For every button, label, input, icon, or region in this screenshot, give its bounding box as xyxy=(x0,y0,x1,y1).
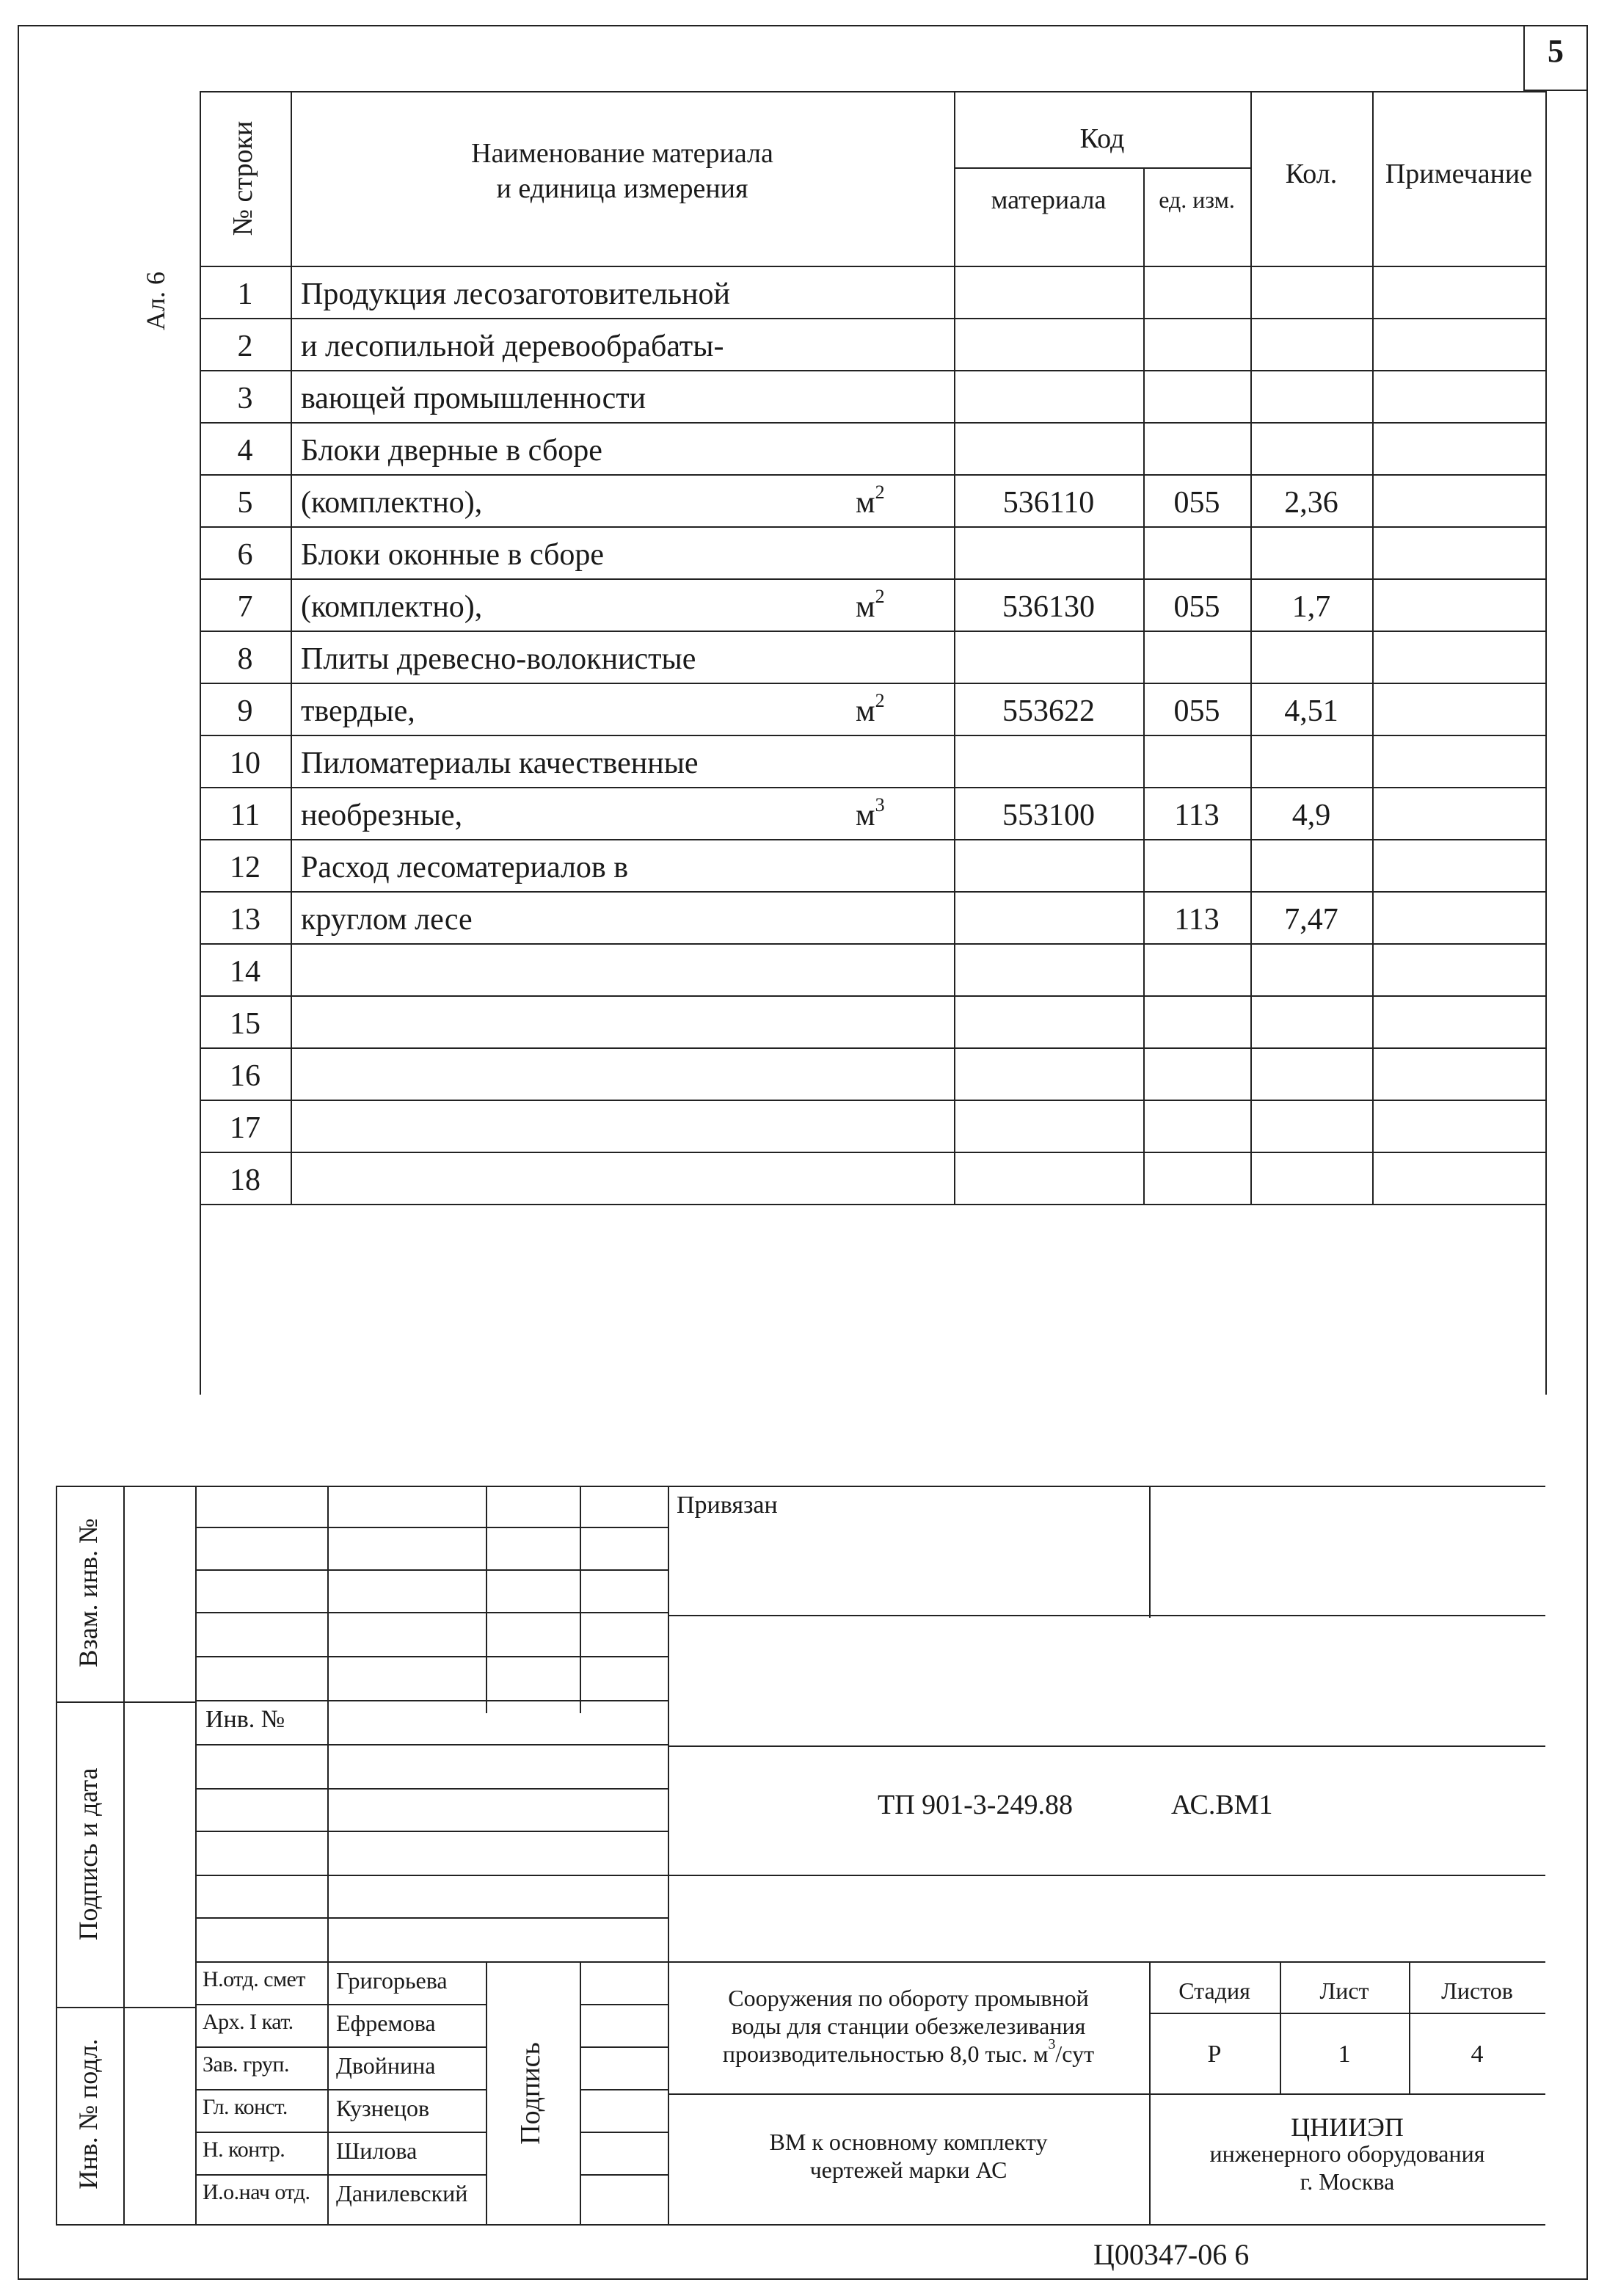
material-name: Пиломатериалы качественные xyxy=(301,746,699,780)
unit-code: 055 xyxy=(1173,590,1220,624)
quantity: 4,9 xyxy=(1291,799,1331,832)
h-rule xyxy=(195,1917,668,1919)
h-rule xyxy=(195,1656,668,1657)
signature-name: Ефремова xyxy=(336,2010,436,2036)
object-title-exponent: 3 xyxy=(1048,2036,1056,2052)
header-bottom-rule xyxy=(200,266,1545,267)
row-rule xyxy=(200,839,1545,840)
row-number: 8 xyxy=(237,642,253,676)
doc-title-line: чертежей марки АС xyxy=(809,2157,1007,2183)
h-rule xyxy=(195,1831,668,1832)
stamp-top-rule xyxy=(56,1486,1545,1487)
v-rule xyxy=(327,1486,329,2226)
signature-role: И.о.нач отд. xyxy=(203,2180,310,2204)
row-number: 10 xyxy=(230,746,260,780)
row-rule xyxy=(200,422,1545,424)
material-name: (комплектно), xyxy=(301,590,483,624)
organization-line: инженерного оборудования xyxy=(1209,2140,1485,2167)
row-number: 16 xyxy=(230,1059,260,1093)
row-rule xyxy=(200,370,1545,371)
unit-code: 113 xyxy=(1174,903,1220,937)
signature-role: Н.отд. смет xyxy=(203,1967,305,1991)
row-rule xyxy=(200,578,1545,580)
unit-exponent: 2 xyxy=(875,586,885,607)
row-rule xyxy=(200,318,1545,319)
stage-label: Стадия xyxy=(1178,1977,1250,2004)
v-rule xyxy=(486,1961,487,2226)
header-row-no-label: № строки xyxy=(227,120,258,236)
page-number: 5 xyxy=(1548,33,1564,69)
h-rule xyxy=(668,1961,1545,1963)
unit-of-measure xyxy=(856,690,885,728)
h-rule xyxy=(580,2089,668,2090)
code-subheader-rule xyxy=(954,167,1250,169)
h-rule xyxy=(195,1744,668,1745)
h-rule xyxy=(195,1700,668,1701)
signature-role: Н. контр. xyxy=(203,2137,285,2162)
material-name: Продукция лесозаготовительной xyxy=(301,277,730,311)
material-code: 536110 xyxy=(1002,486,1095,520)
unit-exponent: 2 xyxy=(875,690,885,711)
header-name-line1: Наименование материала xyxy=(471,138,773,169)
document-code: ТП 901-3-249.88 xyxy=(878,1790,1073,1820)
header-code-material: материала xyxy=(991,185,1107,214)
material-name: твердые, xyxy=(301,694,415,728)
header-code-unit: ед. изм. xyxy=(1159,186,1235,213)
v-rule xyxy=(954,91,955,1204)
unit-of-measure xyxy=(856,794,885,832)
v-rule xyxy=(486,1486,487,1713)
h-rule xyxy=(580,2004,668,2005)
stamp-outer-left xyxy=(56,1486,57,2226)
header-row-no xyxy=(200,91,291,266)
object-title-line2: воды для станции обезжелезивания xyxy=(731,2013,1086,2039)
material-name: Блоки дверные в сборе xyxy=(301,434,602,468)
unit-base: м xyxy=(856,486,875,520)
unit-code: 055 xyxy=(1173,486,1220,520)
row-number: 5 xyxy=(237,486,253,520)
row-number: 3 xyxy=(237,382,253,415)
quantity: 4,51 xyxy=(1284,694,1338,728)
header-code: Код xyxy=(1079,123,1125,154)
h-rule xyxy=(580,2132,668,2133)
material-name: Расход лесоматериалов в xyxy=(301,851,629,884)
row-rule xyxy=(200,631,1545,632)
label-vzam-inv: Взам. инв. № xyxy=(73,1518,103,1668)
unit-code: 055 xyxy=(1173,694,1220,728)
h-rule xyxy=(195,1569,668,1571)
row-rule xyxy=(200,1204,1545,1205)
material-name: круглом лесе xyxy=(301,903,473,937)
signature-name: Шилова xyxy=(336,2137,418,2164)
signature-role: Арх. I кат. xyxy=(203,2010,294,2034)
row-number: 12 xyxy=(230,851,260,884)
unit-base: м xyxy=(856,590,875,624)
inv-number-label: Инв. № xyxy=(205,1706,285,1733)
title-block xyxy=(0,1461,1607,2231)
v-rule xyxy=(668,1486,669,2226)
row-number: 7 xyxy=(237,590,253,624)
signature-column-label: Подпись xyxy=(515,2042,546,2145)
doc-title-line: ВМ к основному комплекту xyxy=(769,2129,1048,2155)
row-rule xyxy=(200,1152,1545,1153)
row-number: 14 xyxy=(230,955,260,989)
sheets-label: Листов xyxy=(1441,1977,1513,2004)
unit-of-measure xyxy=(856,482,885,520)
row-rule xyxy=(200,526,1545,528)
unit-base: м xyxy=(856,694,875,728)
quantity: 7,47 xyxy=(1284,903,1338,937)
h-rule xyxy=(668,1875,1545,1876)
table-right-rule xyxy=(1545,91,1547,1395)
row-number: 11 xyxy=(230,799,260,832)
row-rule xyxy=(200,683,1545,684)
v-rule xyxy=(580,1961,581,2226)
material-name: и лесопильной деревообрабаты- xyxy=(301,330,724,363)
unit-of-measure xyxy=(856,586,885,624)
row-rule xyxy=(200,995,1545,997)
material-name: (комплектно), xyxy=(301,486,483,520)
material-name: вающей промышленности xyxy=(301,382,646,415)
row-rule xyxy=(200,891,1545,893)
object-title-tail: /сут xyxy=(1055,2041,1095,2067)
row-number: 6 xyxy=(237,538,253,572)
v-rule xyxy=(1372,91,1374,1204)
h-rule xyxy=(195,1875,668,1876)
h-rule xyxy=(195,2046,486,2048)
row-number: 18 xyxy=(230,1163,260,1197)
row-rule xyxy=(200,1100,1545,1101)
material-name: Плиты древесно-волокнистые xyxy=(301,642,696,676)
h-rule xyxy=(580,2046,668,2048)
table-top-rule xyxy=(200,91,1545,92)
row-rule xyxy=(200,787,1545,788)
unit-exponent: 3 xyxy=(875,794,885,815)
v-rule xyxy=(1149,1486,1151,1618)
quantity: 1,7 xyxy=(1291,590,1331,624)
header-name-line2: и единица измерения xyxy=(496,173,748,204)
document-mark: АС.ВМ1 xyxy=(1171,1790,1273,1820)
row-rule xyxy=(200,943,1545,945)
sheets-value: 4 xyxy=(1471,2041,1484,2068)
object-title-line1: Сооружения по обороту промывной xyxy=(728,1985,1089,2011)
object-title-main: производительностью 8,0 тыс. м xyxy=(722,2041,1049,2067)
row-rule xyxy=(200,1047,1545,1049)
unit-code: 113 xyxy=(1174,799,1220,832)
h-rule xyxy=(195,2174,486,2176)
h-rule xyxy=(1149,2013,1545,2014)
v-rule xyxy=(123,1486,125,2226)
signature-name: Двойнина xyxy=(336,2052,436,2079)
bound-label: Привязан xyxy=(677,1492,778,1519)
header-qty: Кол. xyxy=(1285,159,1338,189)
row-rule xyxy=(200,735,1545,736)
v-rule xyxy=(580,1486,581,1713)
signature-role: Зав. груп. xyxy=(203,2052,289,2077)
h-rule xyxy=(195,1961,668,1963)
v-rule xyxy=(195,1486,197,2226)
signature-name: Кузнецов xyxy=(336,2095,430,2121)
row-number: 2 xyxy=(237,330,253,363)
footer-code: Ц00347-06 6 xyxy=(1093,2238,1250,2271)
header-note: Примечание xyxy=(1385,159,1533,189)
h-rule xyxy=(668,1615,1545,1616)
h-rule xyxy=(668,2093,1545,2095)
unit-base: м xyxy=(856,799,875,832)
row-number: 1 xyxy=(237,277,253,311)
h-rule xyxy=(195,1788,668,1790)
row-number: 4 xyxy=(237,434,253,468)
row-number: 15 xyxy=(230,1007,260,1041)
unit-exponent: 2 xyxy=(875,482,885,503)
quantity: 2,36 xyxy=(1284,486,1338,520)
material-code: 536130 xyxy=(1002,590,1095,624)
h-rule xyxy=(668,1745,1545,1747)
signature-name: Григорьева xyxy=(336,1967,448,1994)
h-rule xyxy=(580,2174,668,2176)
material-name: необрезные, xyxy=(301,799,463,832)
h-rule xyxy=(195,2004,486,2005)
row-number: 17 xyxy=(230,1111,260,1145)
side-label: Ал. 6 xyxy=(141,272,170,330)
row-number: 13 xyxy=(230,903,260,937)
h-rule xyxy=(195,1612,668,1613)
row-rule xyxy=(200,474,1545,476)
material-code: 553622 xyxy=(1002,694,1095,728)
material-code: 553100 xyxy=(1002,799,1095,832)
v-rule xyxy=(291,91,292,1204)
stamp-bottom-rule xyxy=(56,2224,1545,2226)
label-signature-date: Подпись и дата xyxy=(73,1768,103,1941)
v-rule xyxy=(1250,91,1252,1204)
row-number: 9 xyxy=(237,694,253,728)
h-rule xyxy=(195,1527,668,1528)
organization-line: г. Москва xyxy=(1300,2168,1395,2195)
label-inv-original: Инв. № подл. xyxy=(73,2038,103,2190)
sheet-label: Лист xyxy=(1319,1977,1369,2004)
stage-value: Р xyxy=(1207,2041,1222,2068)
signature-role: Гл. конст. xyxy=(203,2095,288,2119)
sheet-value: 1 xyxy=(1338,2041,1351,2068)
organization-line: ЦНИИЭП xyxy=(1291,2112,1404,2142)
material-name: Блоки оконные в сборе xyxy=(301,538,604,572)
h-rule xyxy=(195,2089,486,2090)
object-title-line3 xyxy=(668,2036,1149,2067)
signature-name: Данилевский xyxy=(336,2180,468,2206)
h-rule xyxy=(195,2132,486,2133)
